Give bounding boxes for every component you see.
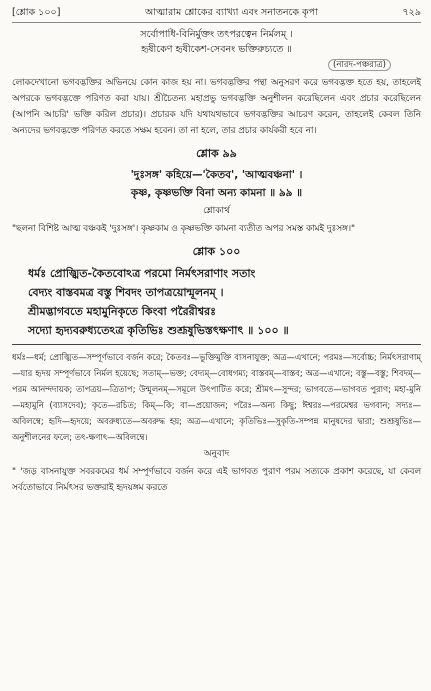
verse-source: (নারদ-পঞ্চরাত্র) [12,58,421,72]
verse-line: ধর্মঃ প্রোজ্ঝিত-কৈতবোঽত্র পরমো নির্মৎসরাণাং সতাং [28,267,256,280]
verse-100-heading: শ্লোক ১০০ [192,245,241,258]
verse-line: কৃষ্ণ, কৃষ্ণভক্তি বিনা অন্য কামনা ॥ ৯৯ ॥ [130,187,303,199]
synonyms-paragraph: ধর্মঃ—ধর্ম; প্রোজ্ঝিত—সম্পূর্ণভাবে বর্জন করে; কৈতবঃ—ভুক্তিমুক্তি বাসনাযুক্ত; অত্র—এখানে; পরমঃ—সর্বোচ্চ; নির্মৎসরাণাম্—যার হৃদয় সম্পূর্ণভাবে নির্মল হয়েছে; সতাম্—ভক্ত; বেদ্যম্—বোধগম্য; বাস্তবম্—বাস্তব; অত্র—এখানে; বস্তু—বস্তু; শিবদম্—পরম আনন্দদায়ক; তাপত্রয়—ত্রিতাপ; উন্মূলনম্—সমূলে উৎপাটিত করে; শ্রীমৎ—সুন্দর; ভাগবতে—ভাগবত পুরাণ; মহা-মুনি—মহামুনি (ব্যাসদেব); কৃতে—রচিত; কিম্—কি; বা—প্রয়োজন; পরৈঃ—অন্য কিছু; ঈশ্বরঃ—পরমেশ্বর ভগবান; সদ্যঃ—অবিলম্বে; হৃদি—হৃদয়ে; অবরুধ্যতে—অবরুদ্ধ হয়; অত্র—এখানে; কৃতিভিঃ—সুকৃতি-সম্পন্ন মানুষদের দ্বারা; শুশ্রূষুভিঃ—অনুশীলনের ফলে; তৎ-ক্ষণাৎ—অবিলম্বে। [12,352,421,442]
verse-line: 'দুঃসঙ্গ' কহিয়ে—'কৈতব', 'আত্মবঞ্চনা' । [130,169,303,181]
page-number: ৭২৯ [402,7,421,18]
verse-line: সর্বোপাধি-বিনির্মুক্তং তৎপরত্বেন নির্মলম্ । [140,29,293,40]
verse-99-heading: শ্লোক ৯৯ [196,147,237,160]
verse-line: হৃষীকেণ হৃষীকেশ-সেবনং ভক্তিরুচ্যতে ॥ [141,44,292,55]
purport-paragraph: লোকদেখানো ভগবদ্ভক্তির অভিনয়ে কোন কাজ হয় না। ভগবদ্ভক্তির পন্থা অনুসরণ করে ভগবদ্ভক্ত হতে হয়, তাহলেই অপরকে ভগবদ্ভক্তে পরিণত করা যায়। শ্রীচৈতন্য মহাপ্রভু ভগবদ্ভক্তি অনুশীলন করেছিলেন এবং প্রচার করেছিলেন (আপনি আচরি' ভক্তি করিল প্রচার)। প্রচারক যদি যথাযথভাবে ভগবদ্ভক্তির আচরণ করেন, তাহলেই কেবল তিনি অন্যদের ভগবদ্ভক্তে পরিণত করতে সক্ষম হবেন। তা না হলে, তার প্রচার কার্যকরী হবে না। [12,78,421,136]
verse-100-text [12,264,421,340]
page-header [12,6,421,23]
verse-99-text [12,166,421,202]
verse-99-translation: "ছলনা বিশিষ্ট আত্ম বঞ্চকই 'দুঃসঙ্গ'। কৃষ্ণকাম ও কৃষ্ণভক্তি কামনা ব্যতীত অপর সমস্ত কামই দুঃসঙ্গ।" [12,224,356,234]
verse-100-translation: " 'জড় বাসনাযুক্ত সবরকমের ধর্ম সম্পূর্ণভাবে বর্জন করে এই ভাগবত পুরাণ পরম সত্যকে প্রকাশ করেছে, যা কেবল সর্বতোভাবে নির্মৎসর ভক্তরাই হৃদয়ঙ্গম করতে [12,467,421,493]
verse-line: সদ্যো হৃদ্যবরুধ্যতেঽত্র কৃতিভিঃ শুশ্রূষুভিস্তৎক্ষণাৎ ॥ ১০০ ॥ [28,324,289,337]
quoted-verse [12,27,421,57]
verse-line: বেদ্যং বাস্তবমত্র বস্তু শিবদং তাপত্রয়োন্মূলনম্ । [28,286,224,299]
translation-label: অনুবাদ [203,449,230,459]
running-title: আত্মারাম শ্লোকের ব্যাখ্যা এবং সনাতনকে কৃপা [145,7,318,18]
divider [12,344,421,345]
verse-range-label: [শ্লোক ১০০] [12,7,61,18]
verse-line: শ্রীমদ্ভাগবতে মহামুনিকৃতে কিংবা পরৈরীশ্বরঃ [28,305,217,318]
translation-label: শ্লোকার্থ [203,206,230,216]
